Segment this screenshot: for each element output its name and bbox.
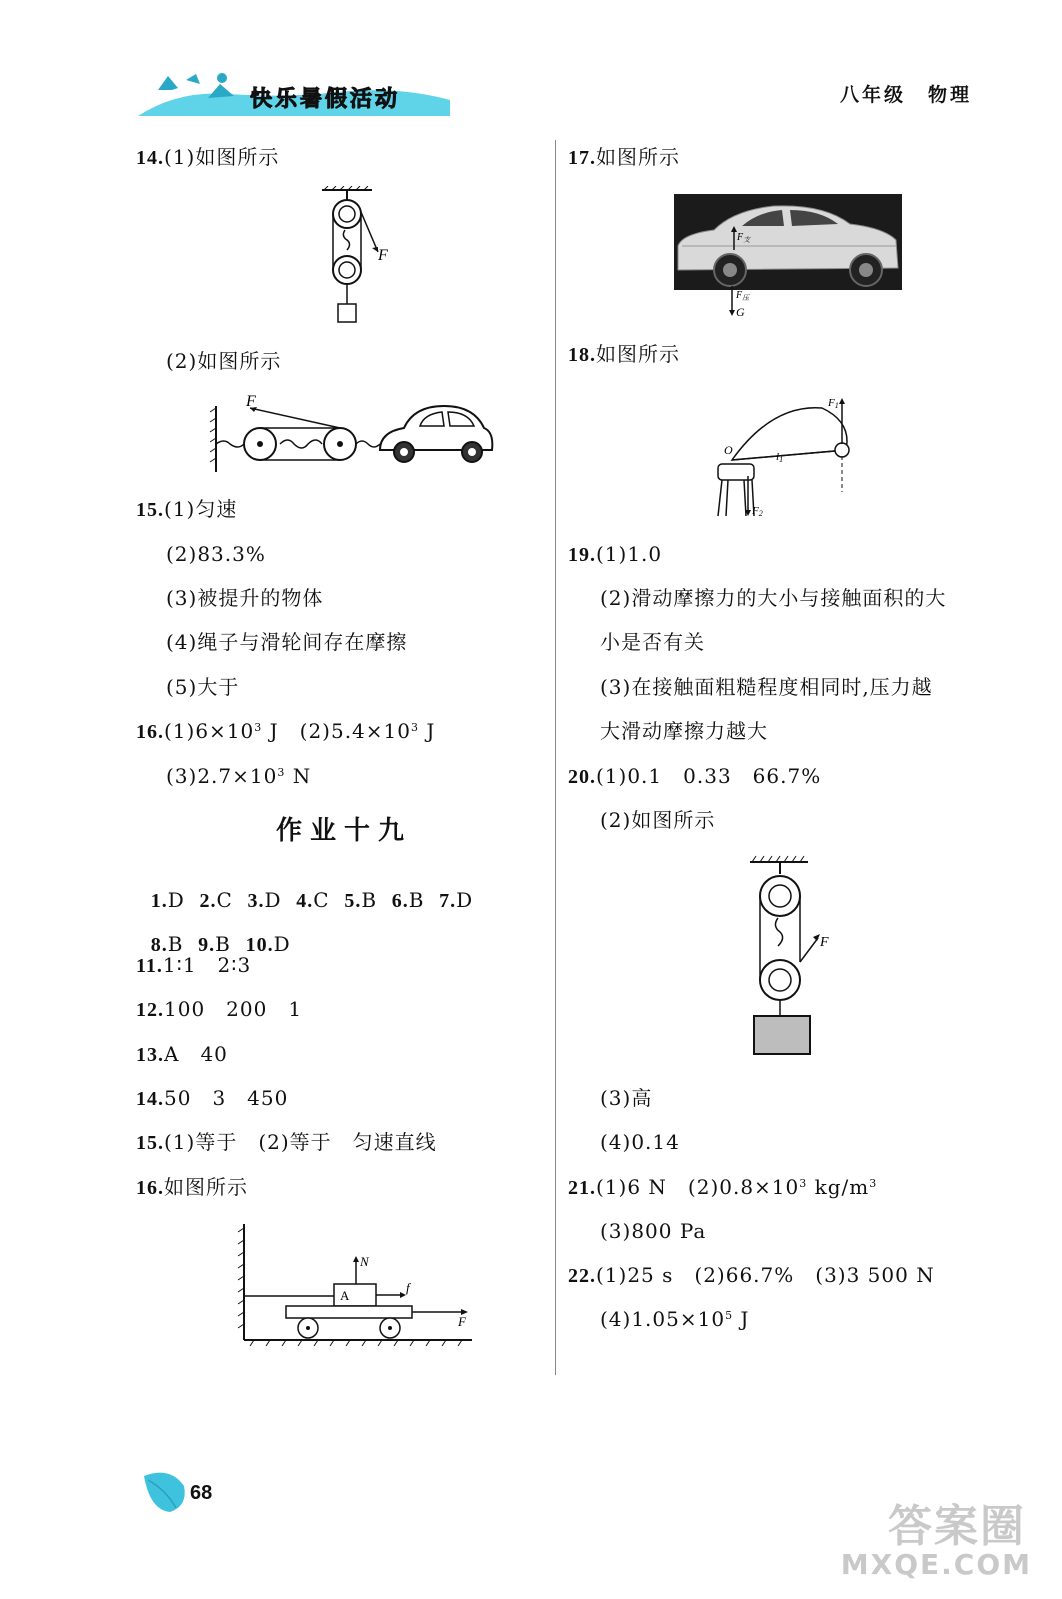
q13: 13.A 40 bbox=[136, 1042, 228, 1066]
banner-title: 快乐暑假活动 bbox=[250, 87, 401, 112]
force-label-F: F bbox=[458, 1314, 466, 1329]
q20-line3: (3)高 bbox=[600, 1086, 653, 1110]
pulley-figure-14-1 bbox=[312, 186, 402, 330]
force-label-F1: F1 bbox=[828, 397, 839, 410]
q15-line3: (3)被提升的物体 bbox=[166, 586, 324, 610]
q21-line1: 21.(1)6 N $(2)0.8\times 10^3$ $kg/m^3$ bbox=[568, 1175, 878, 1199]
q20-line1: 20.(1)0.1 0.33 66.7% bbox=[568, 764, 822, 788]
pulley-car-figure-14-2 bbox=[208, 392, 498, 478]
q19-line1: 19.(1)1.0 bbox=[568, 542, 663, 566]
mc-row-1: 1.D 2.C 3.D 4.C 5.B 6.B 7.D bbox=[150, 888, 474, 912]
q15-line4: (4)绳子与滑轮间存在摩擦 bbox=[166, 630, 408, 654]
grade-subject: 八年级 物理 bbox=[839, 84, 972, 106]
force-label-N: N bbox=[360, 1254, 369, 1269]
mc-row-2: 8.B 9.B 10.D bbox=[150, 932, 291, 956]
block-label-A: A bbox=[340, 1288, 350, 1303]
leaf-icon bbox=[140, 1466, 190, 1516]
q16-line1: $16.(1)6\times 10^3$ J $(2)5.4\times 10^3$ J bbox=[136, 719, 436, 743]
watermark-logo: 答案圈 bbox=[888, 1501, 1026, 1552]
force-label-f: f bbox=[406, 1280, 410, 1295]
q21-line2: (3)800 Pa bbox=[600, 1219, 707, 1243]
watermark-url: MXQE.COM bbox=[840, 1548, 1032, 1581]
q19-line2: (2)滑动摩擦力的大小与接触面积的大 bbox=[600, 586, 947, 610]
q15b: 15.(1)等于 (2)等于 匀速直线 bbox=[136, 1130, 437, 1154]
q19-line4: (3)在接触面粗糙程度相同时,压力越 bbox=[600, 675, 933, 699]
q22-line2: $(4)1.05\times 10^5$ J bbox=[600, 1307, 750, 1331]
q20-line2: (2)如图所示 bbox=[600, 808, 716, 832]
q19-line5: 大滑动摩擦力越大 bbox=[600, 719, 768, 743]
lever-arm-label: l1 bbox=[776, 451, 784, 464]
q11: 11.1∶1 2∶3 bbox=[136, 953, 252, 977]
pivot-label-O: O bbox=[724, 443, 733, 457]
force-label-G: G bbox=[736, 305, 745, 319]
car-photo-figure-17 bbox=[674, 194, 904, 322]
q15-line5: (5)大于 bbox=[166, 675, 240, 699]
q14b: 14.50 3 450 bbox=[136, 1086, 289, 1110]
lever-figure-18 bbox=[712, 392, 862, 524]
force-label-F: F bbox=[246, 393, 256, 410]
cart-figure-16 bbox=[236, 1220, 476, 1350]
q18: 18.如图所示 bbox=[568, 342, 680, 366]
force-label-F2: F2 bbox=[752, 505, 763, 518]
page-number: 68 bbox=[190, 1482, 213, 1504]
q16b: 16.如图所示 bbox=[136, 1175, 248, 1199]
force-label-F: F bbox=[820, 935, 829, 950]
q16-line2: $(3)2.7\times 10^3$ N bbox=[166, 764, 312, 788]
q14-line2: (2)如图所示 bbox=[166, 349, 282, 373]
q19-line3: 小是否有关 bbox=[600, 630, 705, 654]
q20-line4: (4)0.14 bbox=[600, 1130, 680, 1154]
force-label-F: F bbox=[378, 247, 388, 264]
section-title: 作业十九 bbox=[276, 816, 413, 846]
q15-line2: (2)83.3% bbox=[166, 542, 266, 566]
q22-line1: 22.(1)25 s (2)66.7% (3)3 500 N bbox=[568, 1263, 935, 1287]
q15-line1: 15.(1)匀速 bbox=[136, 497, 238, 521]
force-label-F-support: $F_支$ bbox=[737, 232, 751, 244]
force-label-F-pressure: $F_压$ bbox=[736, 290, 750, 302]
pulley-figure-20 bbox=[744, 852, 844, 1060]
q17: 17.如图所示 bbox=[568, 145, 680, 169]
q12: 12.100 200 1 bbox=[136, 997, 303, 1021]
q14-line1: 14.(1)如图所示 bbox=[136, 145, 280, 169]
column-divider bbox=[555, 140, 556, 1375]
